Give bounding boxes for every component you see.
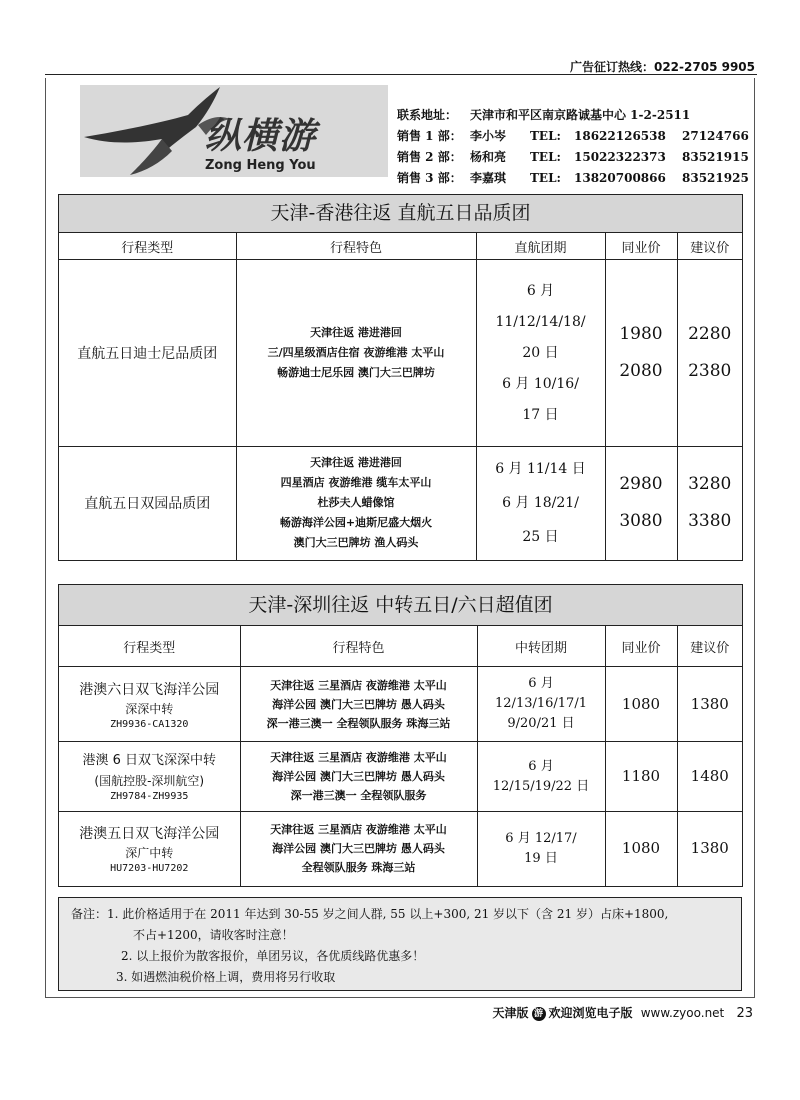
address-value: 天津市和平区南京路诚基中心 1-2-2511 <box>470 108 691 122</box>
sales-dept-label: 销售 2 部： <box>397 150 462 164</box>
column-header: 直航团期 <box>476 233 605 260</box>
column-header: 行程类型 <box>59 233 236 260</box>
table-header-row <box>59 233 742 260</box>
address-label: 联系地址： <box>397 108 458 122</box>
edition-label: 天津版 <box>492 1006 529 1020</box>
note-line: 2. 以上报价为散客报价，单团另议，各优质线路优惠多！ <box>121 949 425 963</box>
column-header: 建议价 <box>677 233 742 260</box>
table-row <box>59 260 742 447</box>
tour-features: 天津往返 三星酒店 夜游维港 太平山 海洋公园 澳门大三巴牌坊 愚人码头 全程领队服务 珠海三站 <box>240 812 477 886</box>
hk-table-title: 天津-香港往返 直航五日品质团 <box>59 195 742 233</box>
website-link[interactable]: www.zyoo.net <box>640 1006 725 1020</box>
phone-number: 83521925 <box>682 171 749 185</box>
page-footer <box>485 1004 753 1021</box>
ad-hotline: 广告征订热线：022-2705 9905 <box>569 60 755 74</box>
mobile-number: 15022322373 <box>574 150 666 164</box>
phone-number: 83521915 <box>682 150 749 164</box>
tour-features: 天津往返 港进港回 三/四星级酒店住宿 夜游维港 太平山 畅游迪士尼乐园 澳门大三巴牌坊 <box>236 260 476 447</box>
mobile-number: 13820700866 <box>574 171 666 185</box>
trade-price: 1180 <box>605 742 677 812</box>
tel-label: TEL: <box>530 171 561 185</box>
tour-features: 天津往返 港进港回 四星酒店 夜游维港 缆车太平山 杜莎夫人蜡像馆 畅游海洋公园+迪斯尼盛大烟火 澳门大三巴牌坊 渔人码头 <box>236 447 476 560</box>
notes-label: 备注： <box>71 907 108 921</box>
tour-name: 港澳 6 日双飞深深中转 <box>82 753 217 768</box>
tour-dates: 6 月 12/13/16/17/1 9/20/21 日 <box>477 667 605 742</box>
suggested-price: 2280 2380 <box>677 260 742 447</box>
tour-dates: 6 月 12/15/19/22 日 <box>477 742 605 812</box>
header-rule <box>45 74 757 75</box>
table-row <box>59 812 742 886</box>
tour-name: 直航五日迪士尼品质团 <box>59 260 236 447</box>
tel-label: TEL: <box>530 150 561 164</box>
tour-dates: 6 月 11/12/14/18/ 20 日 6 月 10/16/ 17 日 <box>476 260 605 447</box>
note-line: 备注：1. 此价格适用于在 2011 年达到 30-55 岁之间人群, 55 以上+300, 21 岁以下（含 21 岁）占床+1800, <box>71 907 669 921</box>
phone-number: 27124766 <box>682 129 749 143</box>
column-header: 中转团期 <box>477 626 605 667</box>
suggested-price: 1380 <box>677 667 742 742</box>
brand-badge-icon: 游 <box>532 1007 546 1021</box>
sz-price-table <box>59 626 742 886</box>
sz-tour-table <box>58 584 743 887</box>
transfer-info: 深深中转 <box>125 701 174 716</box>
tel-label: TEL: <box>530 129 561 143</box>
table-row <box>59 742 742 812</box>
hk-price-table <box>59 233 742 560</box>
tour-name: 直航五日双园品质团 <box>59 447 236 560</box>
tour-name-cell <box>59 812 240 886</box>
logo-name-cn: 纵横游 <box>205 116 317 157</box>
suggested-price: 3280 3380 <box>677 447 742 560</box>
flight-numbers: HU7203-HU7202 <box>110 863 189 875</box>
transfer-info: 深广中转 <box>125 846 174 861</box>
logo-name-en: Zong Heng You <box>205 158 316 173</box>
tour-name-cell <box>59 667 240 742</box>
trade-price: 1080 <box>605 812 677 886</box>
tour-dates: 6 月 12/17/ 19 日 <box>477 812 605 886</box>
sales-person: 杨和亮 <box>470 150 507 164</box>
mobile-number: 18622126538 <box>574 129 666 143</box>
tour-name: 港澳六日双飞海洋公园 <box>79 681 220 698</box>
trade-price: 1980 2080 <box>605 260 677 447</box>
note-line: 不占+1200，请收客时注意！ <box>133 928 294 942</box>
flight-numbers: ZH9936-CA1320 <box>110 718 189 730</box>
tour-features: 天津往返 三星酒店 夜游维港 太平山 海洋公园 澳门大三巴牌坊 愚人码头 深一港三澳一 全程领队服务 珠海三站 <box>240 667 477 742</box>
column-header: 行程类型 <box>59 626 240 667</box>
suggested-price: 1380 <box>677 812 742 886</box>
sales-person: 李小岑 <box>470 129 507 143</box>
sz-table-title: 天津-深圳往返 中转五日/六日超值团 <box>59 585 742 626</box>
note-line: 3. 如遇燃油税价格上调，费用将另行收取 <box>116 970 336 984</box>
tour-name: 港澳五日双飞海洋公园 <box>79 826 220 843</box>
hk-tour-table <box>58 194 743 561</box>
column-header: 同业价 <box>605 626 677 667</box>
transfer-info: (国航控股-深圳航空) <box>94 774 205 788</box>
column-header: 建议价 <box>677 626 742 667</box>
flight-numbers: ZH9784-ZH9935 <box>110 791 189 802</box>
sales-person: 李嘉琪 <box>470 171 507 185</box>
table-row <box>59 447 742 560</box>
footer-text: 欢迎浏览电子版 <box>548 1006 633 1020</box>
sales-dept-label: 销售 3 部： <box>397 171 462 185</box>
table-header-row <box>59 626 742 667</box>
trade-price: 2980 3080 <box>605 447 677 560</box>
sales-dept-label: 销售 1 部： <box>397 129 462 143</box>
tour-name-cell <box>59 742 240 812</box>
column-header: 行程特色 <box>240 626 477 667</box>
notes-box <box>58 897 742 991</box>
table-row <box>59 667 742 742</box>
column-header: 同业价 <box>605 233 677 260</box>
trade-price: 1080 <box>605 667 677 742</box>
column-header: 行程特色 <box>236 233 476 260</box>
tour-dates: 6 月 11/14 日 6 月 18/21/ 25 日 <box>476 447 605 560</box>
page-number: 23 <box>736 1006 753 1021</box>
tour-features: 天津往返 三星酒店 夜游维港 太平山 海洋公园 澳门大三巴牌坊 愚人码头 深一港三澳一 全程领队服务 <box>240 742 477 812</box>
suggested-price: 1480 <box>677 742 742 812</box>
